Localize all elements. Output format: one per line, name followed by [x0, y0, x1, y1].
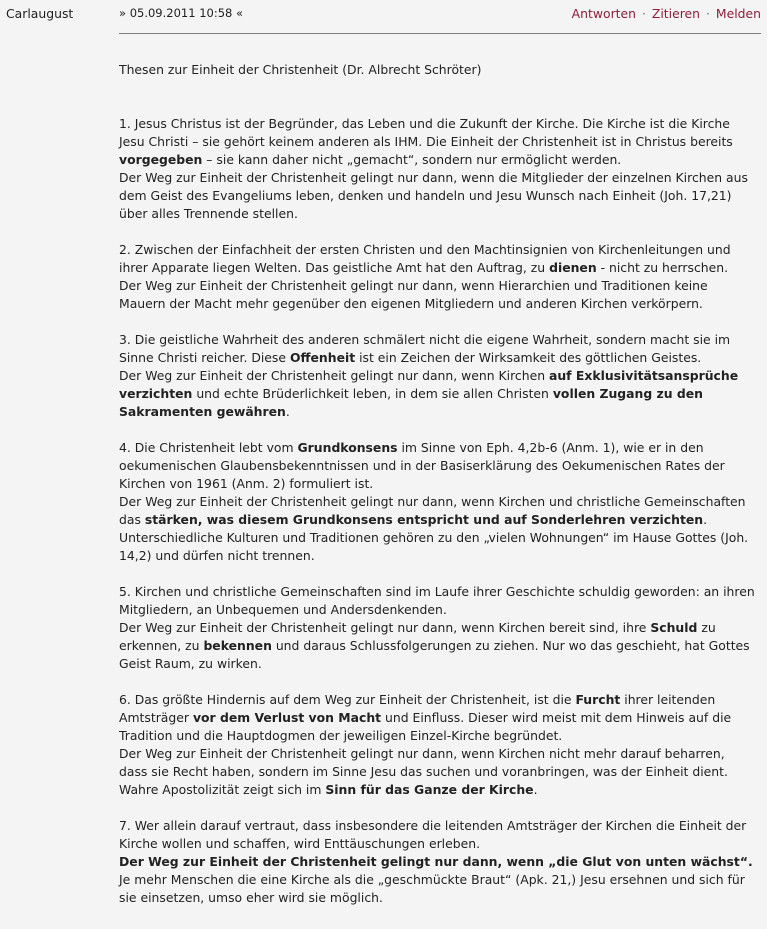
emphasized-text: Grundkonsens	[297, 440, 398, 455]
quote-link[interactable]: Zitieren	[651, 6, 701, 21]
post-title: Thesen zur Einheit der Christenheit (Dr. Albrecht Schröter)	[119, 62, 482, 77]
thesis-text: Der Weg zur Einheit der Christenheit gelingt nur dann, wenn Kirchen nicht mehr darauf beharren, dass sie Recht haben, sondern im Sinne Jesu das suchen und voranbringen, was der Einheit dient. Wahre Apostolizität zeigt sich im	[119, 746, 728, 797]
thesis-text: Der Weg zur Einheit der Christenheit gelingt nur dann, wenn Kirchen und christliche Gemeinschaften das	[119, 494, 746, 527]
post-body	[119, 61, 755, 907]
emphasized-text: Der Weg zur Einheit der Christenheit gelingt nur dann, wenn „die Glut von unten wächst“.	[119, 854, 753, 869]
emphasized-text: Offenheit	[289, 350, 356, 365]
thesis-text: und Einfluss. Dieser wird meist mit dem Hinweis auf die Tradition und die Hauptdogmen der jeweiligen Einzel-Kirche begründet.	[119, 710, 732, 743]
thesis-text: Der Weg zur Einheit der Christenheit gelingt nur dann, wenn Kirchen bereit sind, ihre	[119, 620, 651, 635]
report-link[interactable]: Melden	[715, 6, 761, 21]
emphasized-text: Schuld	[650, 620, 698, 635]
thesis-text: und daraus Schlussfolgerungen zu ziehen. Nur wo das geschieht, hat Gottes Geist Raum, zu wirken.	[119, 638, 750, 671]
thesis-text: ihrer leitenden Amtsträger	[119, 692, 716, 725]
thesis-paragraph	[119, 691, 755, 799]
emphasized-text: vollen Zugang zu den Sakramenten gewähren	[119, 386, 703, 419]
thesis-text: 3. Die geistliche Wahrheit des anderen schmälert nicht die eigene Wahrheit, sondern macht sie im Sinne Christi reicher. Diese	[119, 332, 731, 365]
thesis-paragraph	[119, 583, 755, 673]
separator: ·	[641, 6, 646, 21]
thesis-paragraph	[119, 115, 755, 223]
thesis-text: im Sinne von Eph. 4,2b-6 (Anm. 1), wie er in den oekumenischen Glaubensbekenntnissen und in der Basiserklärung des Oekumenischen Rates der Kirchen von 1961 (Anm. 2) formuliert ist.	[119, 440, 725, 491]
thesis-text: Der Weg zur Einheit der Christenheit gelingt nur dann, wenn Kirchen	[119, 368, 549, 383]
emphasized-text: Furcht	[575, 692, 621, 707]
post-divider	[119, 33, 761, 34]
emphasized-text: auf Exklusivitätsansprüche verzichten	[119, 368, 739, 401]
thesis-text: zu erkennen, zu	[119, 620, 716, 653]
reply-link[interactable]: Antworten	[571, 6, 637, 21]
thesis-text: Je mehr Menschen die eine Kirche als die „geschmückte Braut“ (Apk. 21,) Jesu ersehnen und sich für sie einsetzen, umso eher wird sie möglich.	[119, 872, 745, 905]
thesis-text: .	[285, 404, 290, 419]
emphasized-text: vor dem Verlust von Macht	[192, 710, 382, 725]
thesis-text: 7. Wer allein darauf vertraut, dass insbesondere die leitenden Amtsträger der Kirchen die Einheit der Kirche wollen und schaffen, wird Enttäuschungen erleben.	[119, 818, 747, 851]
thesis-text: - nicht zu herrschen.	[596, 260, 729, 275]
post-actions	[572, 6, 761, 21]
thesis-text: 1. Jesus Christus ist der Begründer, das Leben und die Zukunft der Kirche. Die Kirche ist die Kirche Jesu Christi – sie gehört keinem anderen als IHM. Die Einheit der Christenheit ist in Christus bereits	[119, 116, 733, 149]
emphasized-text: vorgegeben	[119, 152, 203, 167]
thesis-paragraph	[119, 439, 755, 565]
thesis-text: .	[703, 512, 708, 527]
thesis-text: 6. Das größte Hindernis auf dem Weg zur Einheit der Christenheit, ist die	[119, 692, 576, 707]
emphasized-text: Sinn für das Ganze der Kirche	[325, 782, 534, 797]
thesis-text: 5. Kirchen und christliche Gemeinschaften sind im Laufe ihrer Geschichte schuldig geworden: an ihren Mitgliedern, an Unbequemen und Andersdenkenden.	[119, 584, 755, 617]
thesis-text: Der Weg zur Einheit der Christenheit gelingt nur dann, wenn die Mitglieder der einzelnen Kirchen aus dem Geist des Evangeliums leben, denken und handeln und Jesu Wunsch nach Einheit (Joh. 17,21) über alles Trennende stellen.	[119, 170, 748, 221]
emphasized-text: stärken, was diesem Grundkonsens entspricht und auf Sonderlehren verzichten	[144, 512, 704, 527]
post-date: » 05.09.2011 10:58 «	[119, 6, 244, 20]
thesis-paragraph	[119, 817, 755, 907]
thesis-paragraph	[119, 241, 755, 313]
thesis-text: Der Weg zur Einheit der Christenheit gelingt nur dann, wenn Hierarchien und Traditionen keine Mauern der Macht mehr gegenüber den eigenen Mitgliedern und anderen Kirchen verkörpern.	[119, 278, 708, 311]
thesis-text: – sie kann daher nicht „gemacht“, sondern nur ermöglicht werden.	[202, 152, 622, 167]
thesis-text: ist ein Zeichen der Wirksamkeit des göttlichen Geistes.	[355, 350, 702, 365]
separator: ·	[705, 6, 710, 21]
post-author[interactable]: Carlaugust	[6, 6, 74, 21]
thesis-text: 4. Die Christenheit lebt vom	[119, 440, 298, 455]
thesis-text: und echte Brüderlichkeit leben, in dem sie allen Christen	[192, 386, 553, 401]
emphasized-text: bekennen	[203, 638, 272, 653]
thesis-paragraph	[119, 331, 755, 421]
thesis-text: .	[533, 782, 538, 797]
thesis-text: Unterschiedliche Kulturen und Traditionen gehören zu den „vielen Wohnungen“ im Hause Gottes (Joh. 14,2) und dürfen nicht trennen.	[119, 530, 749, 563]
emphasized-text: dienen	[549, 260, 597, 275]
thesis-text: 2. Zwischen der Einfachheit der ersten Christen und den Machtinsignien von Kirchenleitungen und ihrer Apparate liegen Welten. Das geistliche Amt hat den Auftrag, zu	[119, 242, 731, 275]
theses-list	[119, 115, 755, 907]
